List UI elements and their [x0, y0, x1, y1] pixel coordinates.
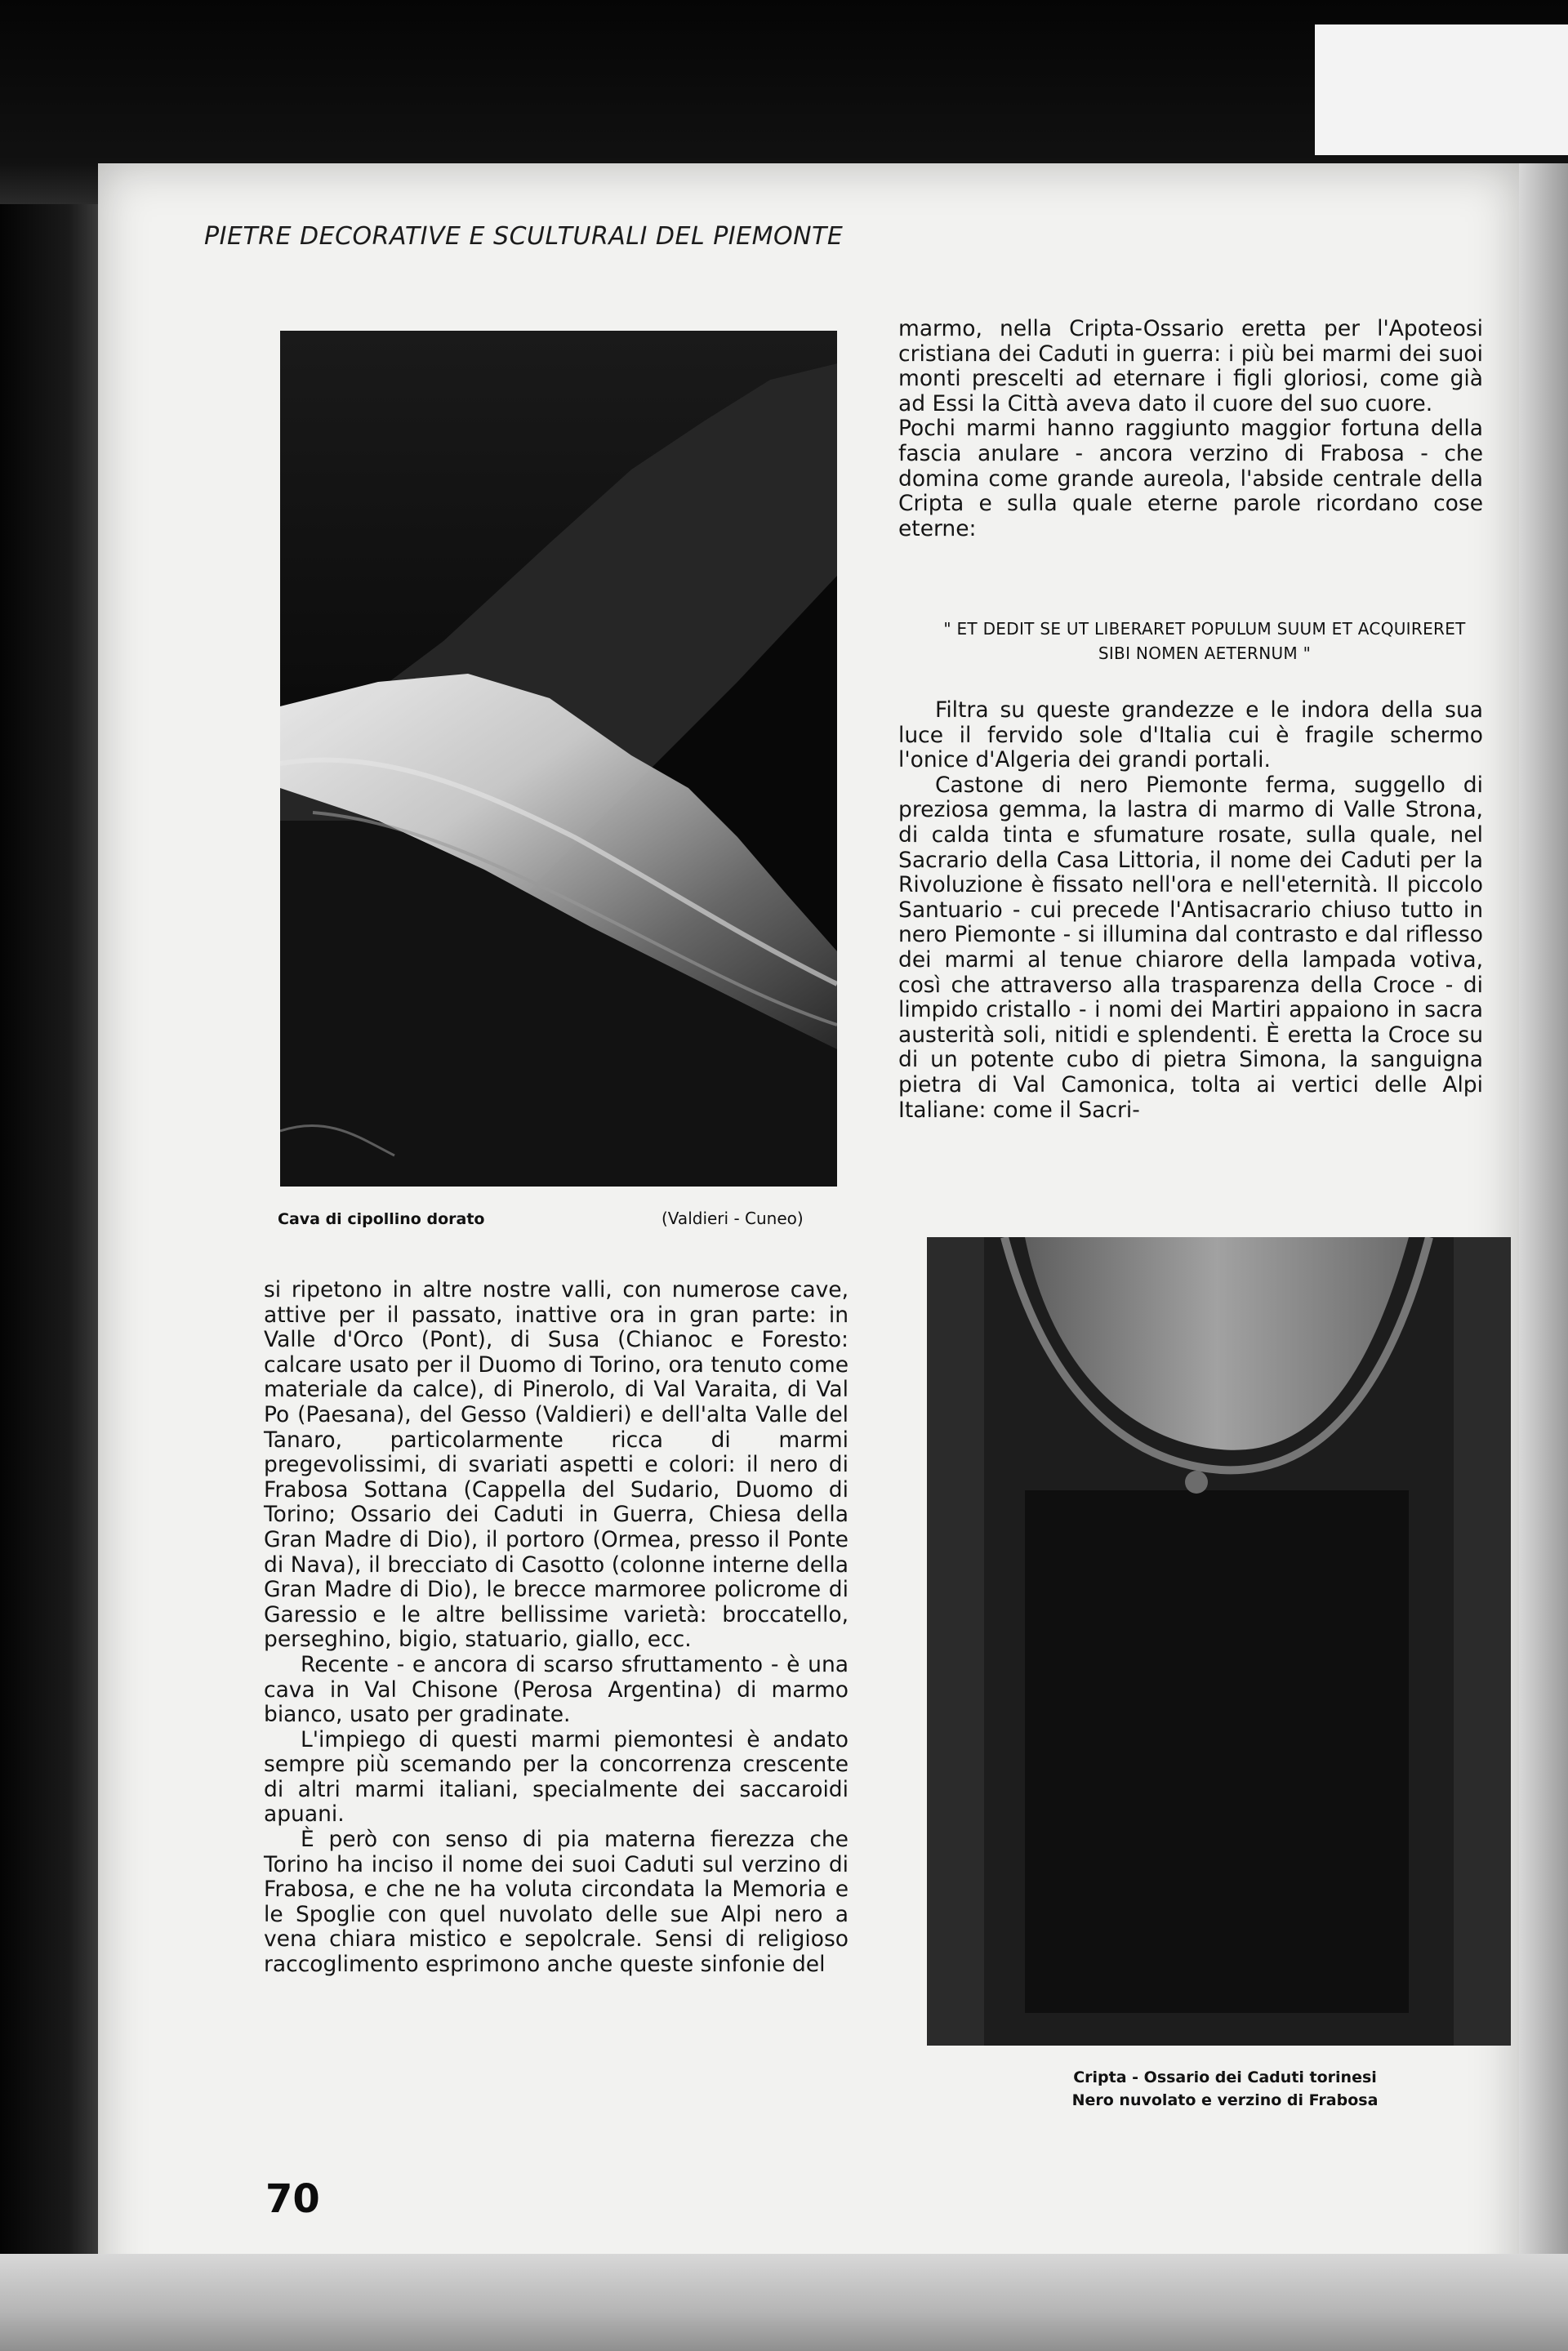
- running-head: PIETRE DECORATIVE E SCULTURALI DEL PIEMONTE: [204, 222, 844, 251]
- scan-bottom-edge: [0, 2254, 1568, 2351]
- quote-line: " ET DEDIT SE UT LIBERARET POPULUM SUUM ET ACQUIRERET: [943, 619, 1466, 639]
- left-column-text: [264, 1278, 849, 1978]
- page-number: 70: [265, 2176, 320, 2222]
- paragraph: L'impiego di questi marmi piemontesi è andato sempre più scemando per la concorrenza crescente di altri marmi italiani, specialmente dei saccaroidi apuani.: [264, 1726, 849, 1828]
- quote-line: SIBI NOMEN AETERNUM ": [1098, 643, 1312, 663]
- scan-left-shadow: [0, 0, 98, 2351]
- caption-subtitle: Nero nuvolato e verzino di Frabosa: [1071, 2091, 1379, 2109]
- paragraph: Castone di nero Piemonte ferma, suggello di preziosa gemma, la lastra di marmo di Valle Strona, di calda tinta e sfumature rosate, sulla quale, nel Sacrario della Casa Littoria, il nome dei Caduti per la Rivoluzione è fissato nell'ora e nell'eternità. Il piccolo Santuario - cui precede l'Antisacrario chiuso tutto in nero Piemonte - si illumina dal contrasto e dal riflesso dei marmi al tenue chiarore della lampada votiva, così che attraverso alla trasparenza della Croce - di limpido cristallo - i nomi dei Martiri appaiono in sacra austerità soli, nitidi e splendenti. È eretta la Croce su di un potente cubo di pietra Simona, la sanguigna pietra di Val Camonica, tolta ai vertici delle Alpi Italiane: come il Sacri-: [898, 772, 1483, 1123]
- scan-top-right-patch: [1315, 24, 1568, 155]
- paragraph: Recente - e ancora di scarso sfruttamento - è una cava in Val Chisone (Perosa Argentina) di marmo bianco, usato per gradinate.: [264, 1651, 849, 1728]
- right-column-bottom: [898, 698, 1483, 1123]
- paragraph: Pochi marmi hanno raggiunto maggior fortuna della fascia anulare - ancora verzino di Frabosa - che domina come grande aureola, l'abside centrale della Cripta e sulla quale eterne parole ricordano cose eterne:: [898, 416, 1483, 541]
- caption-title: Cripta - Ossario dei Caduti torinesi: [1073, 2068, 1377, 2086]
- crypt-photo-caption: [964, 2066, 1486, 2112]
- right-column-top: [898, 317, 1483, 541]
- caption-title: Cava di cipollino dorato: [278, 1210, 485, 1228]
- quarry-photo-caption: [278, 1209, 833, 1228]
- caption-location: (Valdieri - Cuneo): [662, 1209, 804, 1228]
- scan-right-edge: [1519, 163, 1568, 2351]
- paragraph: si ripetono in altre nostre valli, con numerose cave, attive per il passato, inattive ora in gran parte: in Valle d'Orco (Pont), di Susa (Chianoc e Foresto: calcare usato per il Duomo di Torino, ora tenuto come materiale da calce), di Pinerolo, di Val Varaita, di Val Po (Paesana), del Gesso (Valdieri) e dell'alta Valle del Tanaro, particolarmente ricca di marmi pregevolissimi, di svariati aspetti e colori: il nero di Frabosa Sottana (Cappella del Sudario, Duomo di Torino; Ossario dei Caduti in Guerra, Chiesa della Gran Madre di Dio), il portoro (Ormea, presso il Ponte di Nava), il brecciato di Casotto (colonne interne della Gran Madre di Dio), le brecce marmoree policrome di Garessio e le altre bellissime varietà: broccatello, perseghino, bigio, statuario, giallo, ecc.: [264, 1277, 849, 1653]
- paragraph: È però con senso di pia materna fierezza che Torino ha inciso il nome dei suoi Caduti sul verzino di Frabosa, e che ne ha voluta circondata la Memoria e le Spoglie con quel nuvolato delle sue Alpi nero a vena chiara mistico e sepolcrale. Sensi di religioso raccoglimento esprimono anche queste sinfonie del: [264, 1827, 849, 1978]
- paragraph: marmo, nella Cripta-Ossario eretta per l'Apoteosi cristiana dei Caduti in guerra: i più bei marmi dei suoi monti prescelti ad eternare i figli gloriosi, come già ad Essi la Città aveva dato il cuore del suo cuore.: [898, 316, 1483, 416]
- paragraph: Filtra su queste grandezze e le indora della sua luce il fervido sole d'Italia cui è fragile schermo l'onice d'Algeria dei grandi portali.: [898, 697, 1483, 773]
- inscription-quote: [898, 617, 1511, 666]
- crypt-photo: [927, 1237, 1511, 2046]
- quarry-photo: [280, 331, 837, 1187]
